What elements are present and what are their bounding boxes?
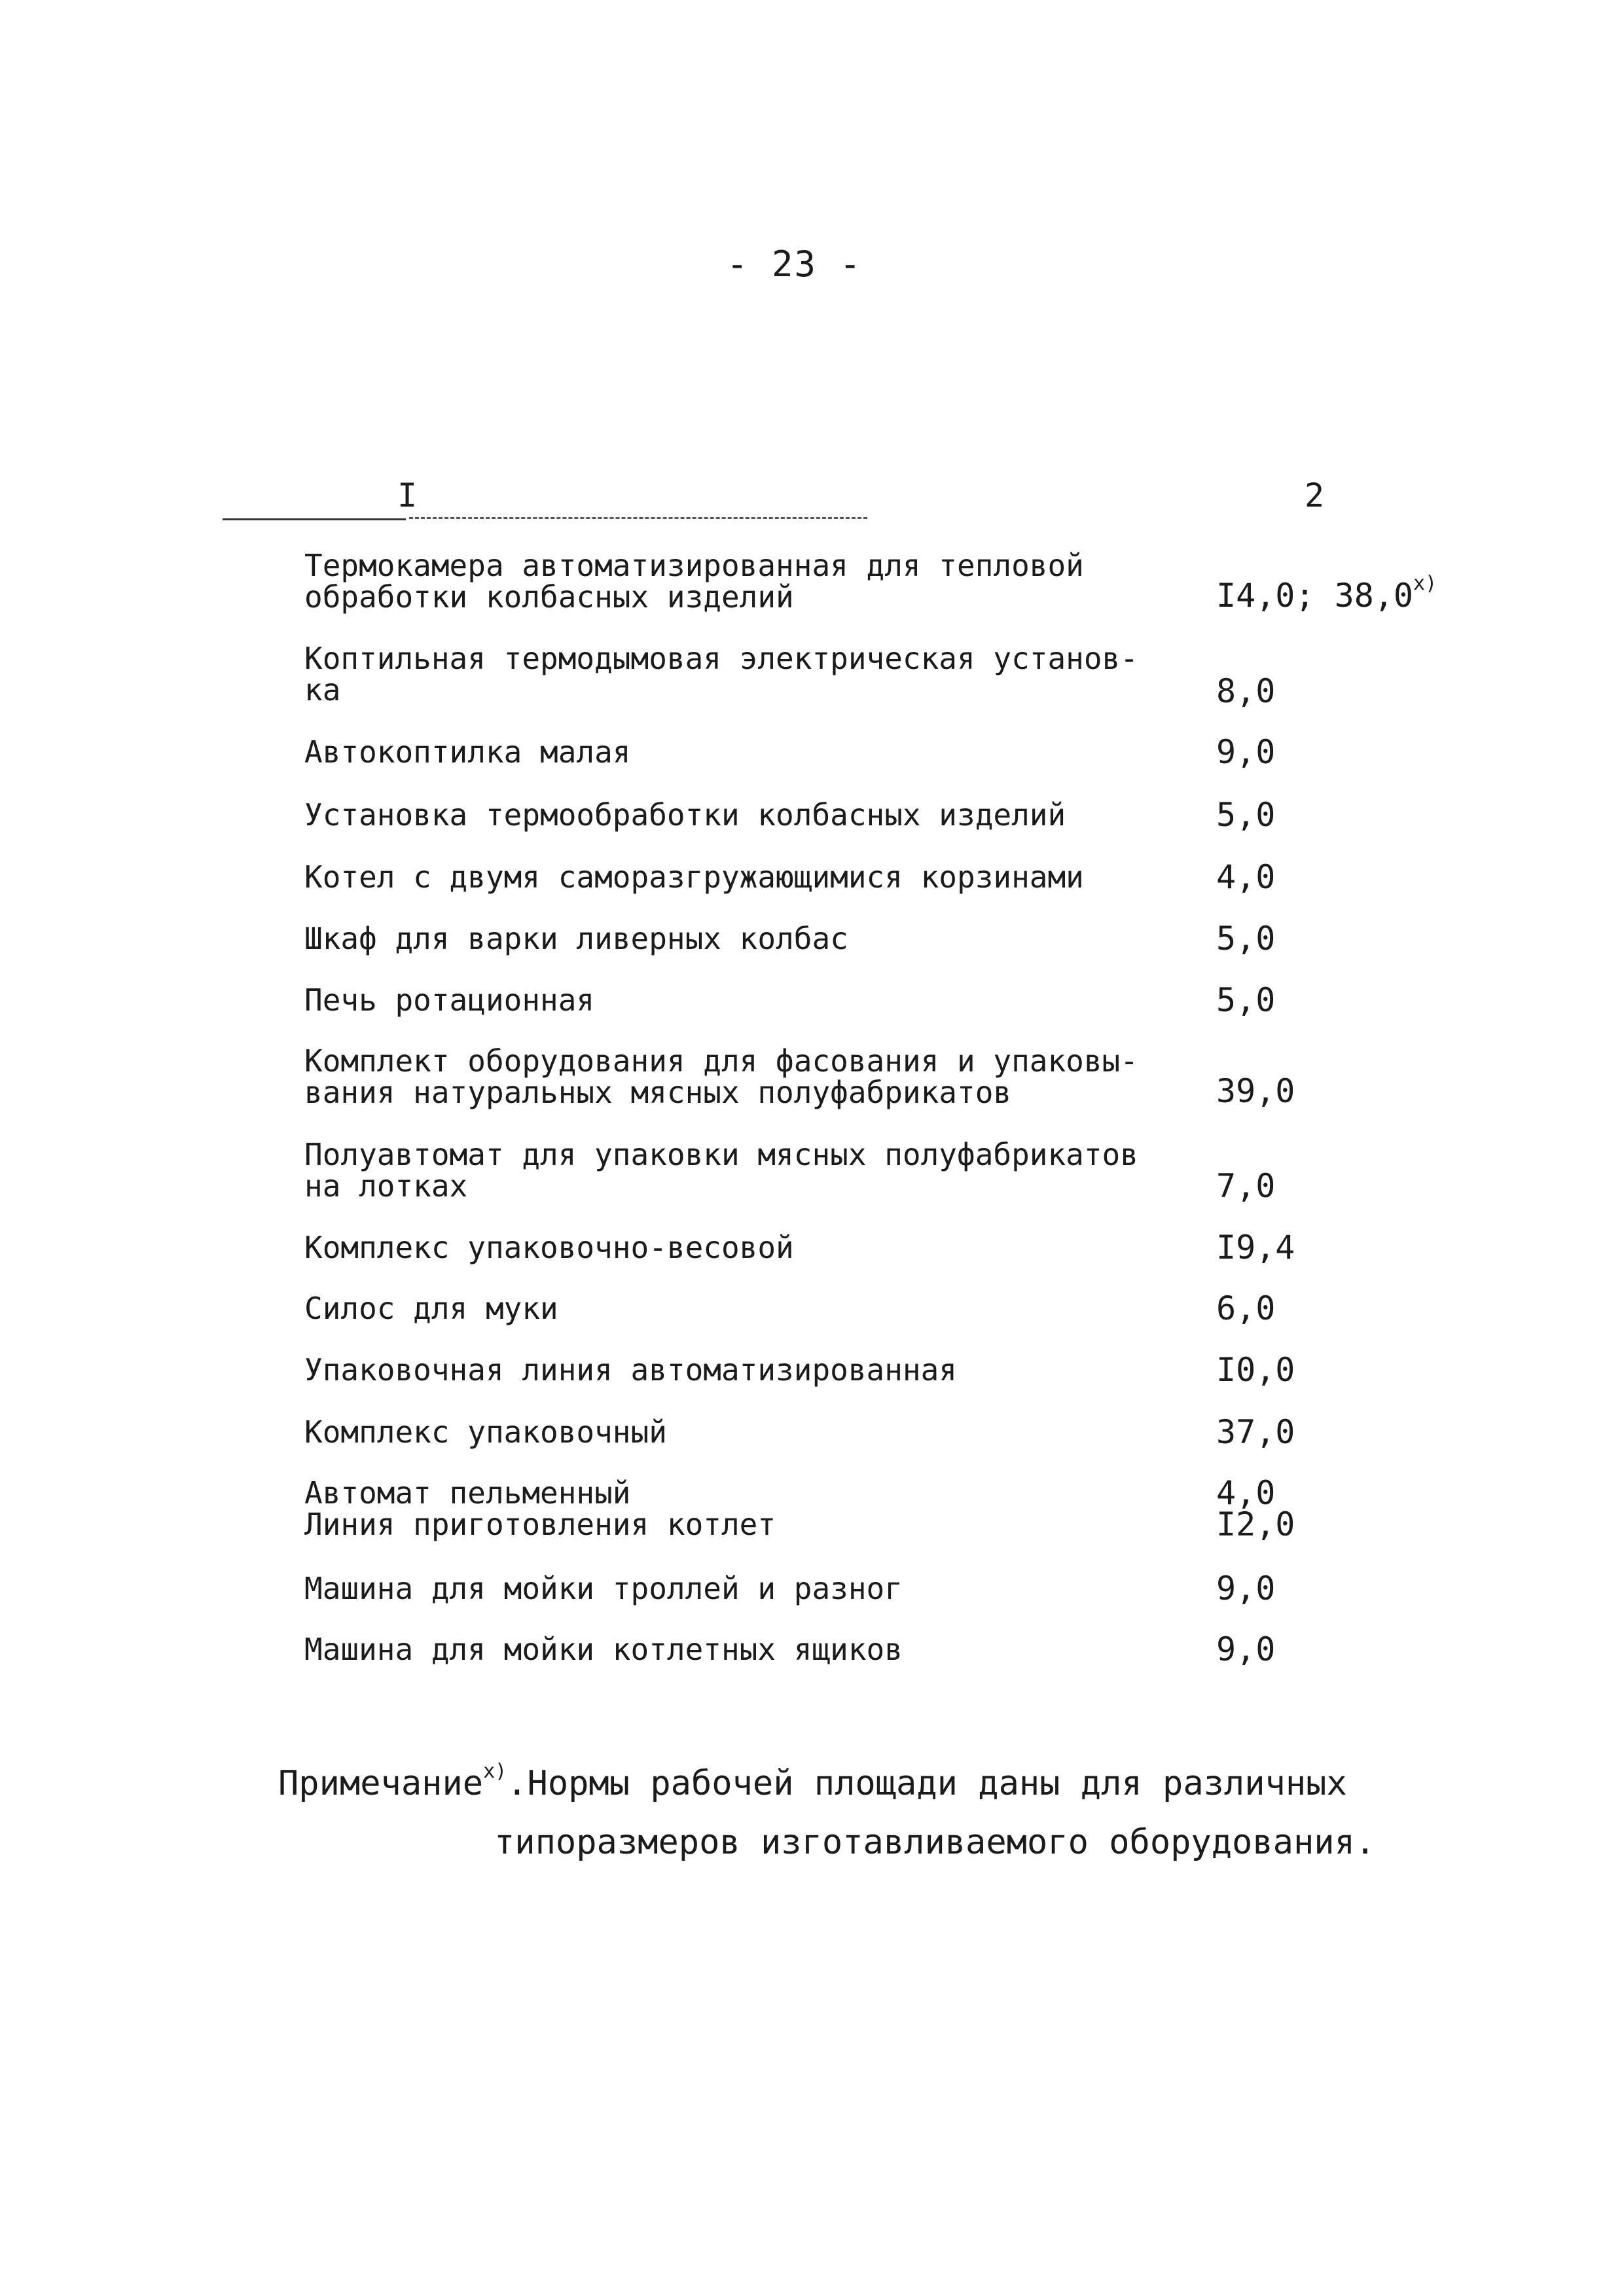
note-line-2: типоразмеров изготавливаемого оборудования. xyxy=(494,1823,1376,1862)
equipment-name: Автомат пельменный Линия приготовления котлет xyxy=(304,1475,776,1542)
equipment-name: Печь ротационная xyxy=(304,982,595,1018)
footnote-marker: x) xyxy=(1413,572,1437,595)
note-marker: x) xyxy=(483,1760,507,1783)
header-dashed-rule xyxy=(409,517,867,519)
area-value: 37,0 xyxy=(1216,1413,1295,1451)
equipment-name: Комплекс упаковочный xyxy=(304,1414,667,1450)
note-label: Примечание xyxy=(278,1764,484,1803)
area-value: 8,0 xyxy=(1216,672,1276,710)
equipment-name: Автокоптилка малая xyxy=(304,734,631,770)
footnote xyxy=(278,1754,1375,1872)
area-value: I4,0; 38,0$^{x)}$ xyxy=(1216,572,1437,615)
area-value: 39,0 xyxy=(1216,1072,1295,1110)
equipment-name: Установка термообработки колбасных изделий xyxy=(304,797,1066,833)
column-header-1: I xyxy=(397,476,418,514)
equipment-name: Комплект оборудования для фасования и упаковы- вания натуральных мясных полуфабрикатов xyxy=(304,1043,1138,1110)
equipment-name: Котел с двумя саморазгружающимися корзинами xyxy=(304,859,1084,895)
area-value: 7,0 xyxy=(1216,1167,1276,1205)
area-value: 6,0 xyxy=(1216,1289,1276,1327)
area-value: 9,0 xyxy=(1216,1570,1276,1607)
area-value: 9,0 xyxy=(1216,733,1276,771)
equipment-name: Коптильная термодымовая электрическая установ- ка xyxy=(304,641,1138,708)
header-rule xyxy=(223,518,406,520)
area-value: 5,0 xyxy=(1216,920,1276,958)
area-value: 9,0 xyxy=(1216,1630,1276,1668)
page-number: - 23 - xyxy=(727,243,863,285)
equipment-name: Силос для муки xyxy=(304,1291,558,1326)
area-value: 5,0 xyxy=(1216,796,1276,834)
area-value: I0,0 xyxy=(1216,1351,1295,1389)
equipment-name: Полуавтомат для упаковки мясных полуфабрикатов на лотках xyxy=(304,1137,1138,1204)
area-value: I9,4 xyxy=(1216,1229,1295,1266)
area-value: 4,0 I2,0 xyxy=(1216,1474,1295,1543)
equipment-name: Машина для мойки котлетных ящиков xyxy=(304,1632,903,1667)
area-value: 4,0 xyxy=(1216,858,1276,896)
equipment-name: Упаковочная линия автоматизированная xyxy=(304,1352,957,1388)
equipment-name: Машина для мойки троллей и разног xyxy=(304,1571,903,1606)
note-line-1: .Нормы рабочей площади даны для различных xyxy=(507,1764,1347,1803)
equipment-name: Комплекс упаковочно-весовой xyxy=(304,1230,794,1265)
equipment-name: Шкаф для варки ливерных колбас xyxy=(304,921,848,956)
column-header-2: 2 xyxy=(1305,476,1325,514)
equipment-name: Термокамера автоматизированная для тепловой обработки колбасных изделий xyxy=(304,548,1084,615)
area-value: 5,0 xyxy=(1216,981,1276,1019)
